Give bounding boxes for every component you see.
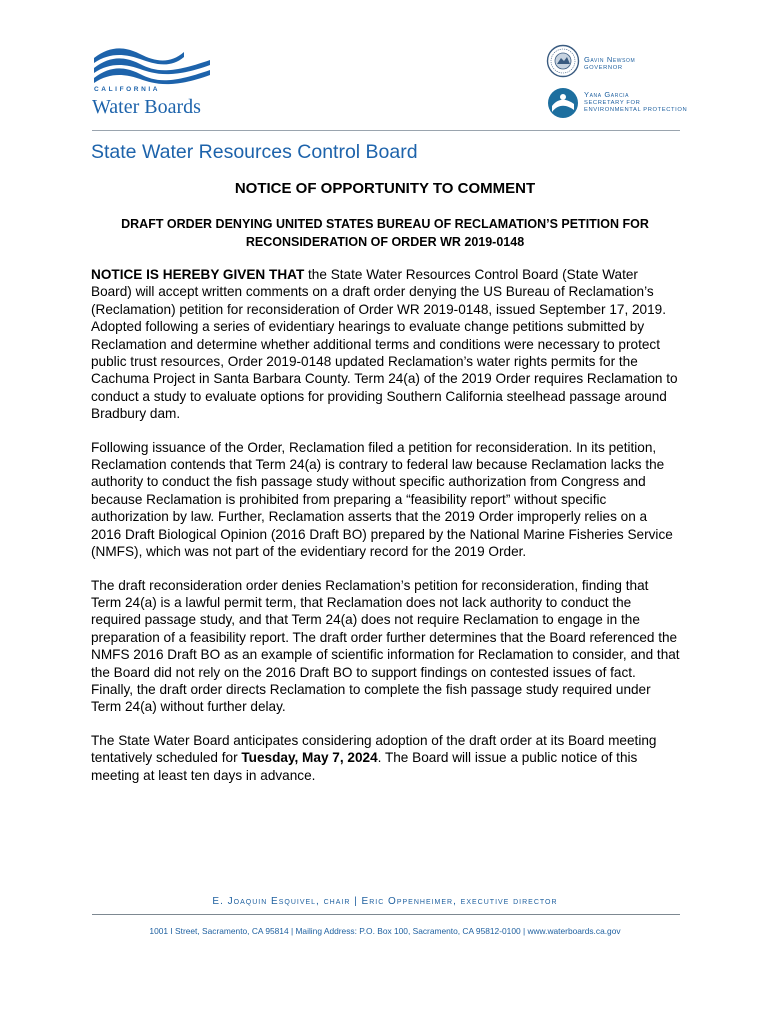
- order-title: DRAFT ORDER DENYING UNITED STATES BUREAU OF RECLAMATION’S PETITION FOR RECONSIDERATION OF ORDER WR 2019-0148: [121, 217, 649, 249]
- paragraph-1-text: the State Water Resources Control Board (State Water Board) will accept written comments on a draft order denying the US Bureau of Reclamation’s (Reclamation) petition for reconsideration of Order WR 2019-0148, issued September 17, 2019. Adopted following a series of evidentiary hearings to evaluate change petitions submitted by Reclamation and determine whether additional terms and conditions were necessary to protect public trust resources, Order 2019-0148 updated Reclamation’s water rights permits for the Cachuma Project in Santa Barbara County. Term 24(a) of the 2019 Order requires Reclamation to conduct a study to evaluate options for providing Southern California steelhead passage around Bradbury dam.: [91, 267, 678, 422]
- notice-body: [91, 266, 681, 800]
- logo-state-name: CALIFORNIA: [94, 86, 161, 93]
- state-seal-icon: [546, 44, 580, 78]
- paragraph-1: [91, 266, 681, 423]
- governor-title: GOVERNOR: [584, 65, 623, 71]
- calepa-seal-icon: [546, 86, 580, 120]
- water-waves-icon: [92, 44, 217, 86]
- notice-lead-in: NOTICE IS HEREBY GIVEN THAT: [91, 267, 305, 282]
- paragraph-4-text-before: The State Water Board anticipates considering adoption of the draft order at its Board meeting tentatively scheduled for: [91, 732, 657, 766]
- secretary-name: Yana Garcia: [584, 90, 630, 99]
- meeting-date: Tuesday, May 7, 2024: [241, 750, 378, 766]
- board-name-heading: State Water Resources Control Board: [91, 141, 418, 163]
- secretary-title: SECRETARY FOR ENVIRONMENTAL PROTECTION: [584, 100, 688, 113]
- water-boards-logo: [92, 44, 217, 120]
- secretary-entry: [546, 86, 746, 122]
- notice-title: NOTICE OF OPPORTUNITY TO COMMENT: [234, 180, 536, 197]
- governor-entry: [546, 44, 746, 80]
- logo-wordmark: Water Boards: [92, 96, 201, 118]
- footer-divider: [92, 914, 680, 915]
- governor-name: Gavin Newsom: [584, 55, 636, 64]
- paragraph-2: Following issuance of the Order, Reclamation filed a petition for reconsideration. In its petition, Reclamation contends that Term 24(a) is contrary to federal law because Reclamation lacks the authority to conduct the fish passage study without specific authorization from Congress and because Reclamation is prohibited from preparing a “feasibility report” without specific authorization by law. Further, Reclamation asserts that the 2019 Order improperly relies on a 2016 Draft Biological Opinion (2016 Draft BO) prepared by the National Marine Fisheries Service (NMFS), which was not part of the evidentiary record for the 2019 Order.: [91, 439, 673, 560]
- footer-leadership: E. Joaquin Esquivel, chair | Eric Oppenheimer, executive director: [212, 896, 558, 907]
- header-divider: [92, 130, 680, 131]
- paragraph-3: The draft reconsideration order denies Reclamation’s petition for reconsideration, finding that Term 24(a) is a lawful permit term, that Reclamation does not lack authority to conduct the required passage study, and that Term 24(a) does not require Reclamation to engage in the preparation of a feasibility report. The draft order further determines that the Board referenced the NMFS 2016 Draft BO as an example of scientific information for Reclamation to consider, and that the Board did not rely on the 2016 Draft BO to support findings on contested issues of fact. Finally, the draft order directs Reclamation to complete the fish passage study required under Term 24(a) without further delay.: [91, 577, 680, 715]
- paragraph-4-text-after: . The Board will issue a public notice of this meeting at least ten days in advance.: [91, 750, 638, 783]
- footer-address: 1001 I Street, Sacramento, CA 95814 | Mailing Address: P.O. Box 100, Sacramento, CA 95812-0100 | www.waterboards.ca.gov: [149, 926, 621, 936]
- paragraph-4: [91, 732, 681, 784]
